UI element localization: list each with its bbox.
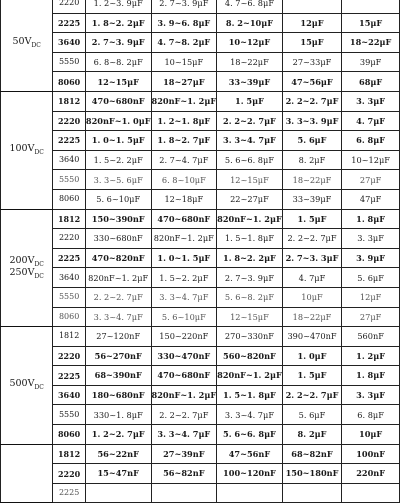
table-row	[1, 150, 400, 170]
table-row	[1, 327, 400, 347]
table-row	[1, 307, 400, 327]
voltage-subscript: DC	[34, 272, 44, 280]
voltage-value: 250V	[9, 266, 35, 278]
table-row	[1, 33, 400, 53]
capacitance-range-cell: 10~15μF	[151, 52, 217, 72]
capacitance-range-cell: 220nF	[342, 464, 400, 484]
capacitance-range-cell: 5. 6~8. 2μF	[217, 287, 283, 307]
table-row	[1, 483, 400, 503]
table-row	[1, 229, 400, 249]
capacitance-range-cell: 1. 0~1. 5μF	[151, 248, 217, 268]
case-size-cell: 2220	[53, 111, 86, 131]
capacitance-range-cell	[151, 483, 217, 503]
capacitance-range-cell: 1. 8~2. 7μF	[151, 131, 217, 151]
voltage-subscript: DC	[34, 149, 44, 157]
table-row	[1, 111, 400, 131]
case-size-cell: 2220	[53, 229, 86, 249]
capacitance-range-cell: 12~18μF	[151, 189, 217, 209]
table-row	[1, 346, 400, 366]
case-size-cell: 1812	[53, 444, 86, 464]
voltage-label	[1, 144, 52, 156]
capacitance-range-cell: 1. 2μF	[342, 346, 400, 366]
case-size-cell: 2225	[53, 366, 86, 386]
capacitance-range-cell: 1. 5~2. 2μF	[85, 150, 151, 170]
capacitance-range-cell: 15μF	[342, 13, 400, 33]
capacitance-range-cell: 4. 7μF	[282, 268, 341, 288]
case-size-cell: 5550	[53, 52, 86, 72]
capacitance-range-cell: 180~680nF	[85, 385, 151, 405]
capacitance-range-cell: 1. 8μF	[342, 366, 400, 386]
case-size-cell: 3640	[53, 150, 86, 170]
capacitance-range-cell: 5. 6~10μF	[151, 307, 217, 327]
capacitance-range-cell: 1. 2~2. 7μF	[85, 425, 151, 445]
capacitance-range-cell: 1. 2~3. 9μF	[85, 0, 151, 13]
capacitance-range-cell: 15μF	[282, 33, 341, 53]
capacitance-range-cell: 2. 2~2. 7μF	[282, 91, 341, 111]
capacitance-range-cell: 18~22μF	[282, 170, 341, 190]
capacitance-range-cell: 5. 6~6. 8μF	[217, 425, 283, 445]
capacitance-range-cell: 3. 3~5. 6μF	[85, 170, 151, 190]
capacitance-range-cell: 820nF~1. 0μF	[85, 111, 151, 131]
capacitance-range-cell: 1. 5μF	[282, 209, 341, 229]
capacitance-range-cell: 100nF	[342, 444, 400, 464]
capacitance-range-cell: 150~220nF	[151, 327, 217, 347]
capacitance-range-cell: 3. 3μF	[342, 91, 400, 111]
case-size-cell: 2220	[53, 0, 86, 13]
capacitance-range-cell: 39μF	[342, 52, 400, 72]
capacitance-range-cell: 5. 6~6. 8μF	[217, 150, 283, 170]
capacitance-range-cell: 27~39nF	[151, 444, 217, 464]
table-row	[1, 91, 400, 111]
capacitance-range-cell: 100~120nF	[217, 464, 283, 484]
capacitance-range-cell: 820nF~1. 2μF	[151, 229, 217, 249]
capacitance-range-cell: 22~27μF	[217, 189, 283, 209]
capacitance-range-cell: 820nF~1. 2μF	[151, 91, 217, 111]
capacitance-range-cell: 470~820nF	[85, 248, 151, 268]
capacitance-range-cell: 3. 3~4. 7μF	[151, 425, 217, 445]
capacitance-range-cell: 27~33μF	[282, 52, 341, 72]
capacitance-range-cell: 6. 8μF	[342, 131, 400, 151]
table-row	[1, 13, 400, 33]
capacitance-range-cell: 270~330nF	[217, 327, 283, 347]
capacitance-range-cell: 8. 2μF	[282, 425, 341, 445]
capacitance-range-cell: 560nF	[342, 327, 400, 347]
capacitance-range-cell: 3. 9μF	[342, 248, 400, 268]
capacitance-range-cell: 470~680nF	[151, 366, 217, 386]
case-size-cell: 8060	[53, 307, 86, 327]
case-size-cell: 8060	[53, 425, 86, 445]
table-row	[1, 0, 400, 13]
capacitance-range-cell: 8. 2μF	[282, 150, 341, 170]
voltage-value: 200V	[9, 254, 35, 266]
case-size-cell: 1812	[53, 327, 86, 347]
capacitance-range-cell: 68~390nF	[85, 366, 151, 386]
capacitance-range-cell: 68μF	[342, 72, 400, 92]
capacitance-range-cell: 10~12μF	[217, 33, 283, 53]
capacitance-range-cell: 18~22μF	[217, 52, 283, 72]
capacitance-range-cell: 560~820nF	[217, 346, 283, 366]
capacitance-range-cell: 390~470nF	[282, 327, 341, 347]
table-row	[1, 131, 400, 151]
case-size-cell: 1812	[53, 91, 86, 111]
table-row	[1, 366, 400, 386]
capacitance-range-cell: 1. 2~1. 8μF	[151, 111, 217, 131]
capacitance-range-cell: 2. 7~3. 3μF	[282, 248, 341, 268]
capacitance-range-cell: 12~15μF	[85, 72, 151, 92]
capacitance-range-cell: 2. 2~2. 7μF	[217, 111, 283, 131]
table-row	[1, 72, 400, 92]
capacitance-range-cell: 6. 8~8. 2μF	[85, 52, 151, 72]
case-size-cell: 3640	[53, 268, 86, 288]
capacitance-range-cell: 3. 9~6. 8μF	[151, 13, 217, 33]
voltage-label	[1, 268, 52, 280]
capacitance-range-cell: 18~22μF	[282, 307, 341, 327]
capacitance-range-cell: 12~15μF	[217, 170, 283, 190]
capacitance-range-cell: 5. 6~10μF	[85, 189, 151, 209]
capacitance-range-cell: 1. 5μF	[282, 366, 341, 386]
capacitance-range-cell: 47μF	[342, 189, 400, 209]
capacitance-range-cell: 1. 5~2. 2μF	[151, 268, 217, 288]
case-size-cell: 5550	[53, 287, 86, 307]
capacitance-range-cell: 12~15μF	[217, 307, 283, 327]
capacitance-range-cell: 820nF~1. 2μF	[151, 385, 217, 405]
voltage-rating-cell	[1, 0, 53, 91]
voltage-subscript: DC	[34, 384, 44, 392]
capacitance-range-cell: 15~47nF	[85, 464, 151, 484]
table-row	[1, 464, 400, 484]
case-size-cell: 2225	[53, 131, 86, 151]
capacitance-range-cell	[282, 483, 341, 503]
capacitance-range-cell: 6. 8μF	[342, 405, 400, 425]
capacitance-range-cell	[217, 483, 283, 503]
capacitance-range-cell: 820nF~1. 2μF	[85, 268, 151, 288]
capacitance-range-cell	[282, 0, 341, 13]
capacitance-range-cell: 27~120nF	[85, 327, 151, 347]
capacitance-range-cell: 2. 2~2. 7μF	[85, 287, 151, 307]
capacitance-range-cell: 47~56μF	[282, 72, 341, 92]
capacitance-range-cell	[342, 483, 400, 503]
capacitance-range-cell: 1. 0~1. 5μF	[85, 131, 151, 151]
voltage-subscript: DC	[34, 260, 44, 268]
table-row	[1, 425, 400, 445]
table-row	[1, 248, 400, 268]
voltage-value: 100V	[9, 143, 35, 155]
capacitance-range-cell: 3. 3~3. 9μF	[282, 111, 341, 131]
table-row	[1, 209, 400, 229]
table-row	[1, 444, 400, 464]
capacitance-range-cell: 33~39μF	[282, 189, 341, 209]
capacitance-range-cell: 2. 7~3. 9μF	[217, 268, 283, 288]
case-size-cell: 2220	[53, 346, 86, 366]
capacitance-range-cell: 5. 6μF	[282, 131, 341, 151]
capacitance-range-cell: 47~56nF	[217, 444, 283, 464]
capacitance-range-cell: 2. 2~2. 7μF	[282, 229, 341, 249]
table-row	[1, 268, 400, 288]
capacitance-range-cell: 3. 3~4. 7μF	[85, 307, 151, 327]
case-size-cell: 5550	[53, 405, 86, 425]
table-row	[1, 52, 400, 72]
capacitance-range-cell: 2. 7~3. 9μF	[85, 33, 151, 53]
voltage-rating-cell	[1, 91, 53, 209]
voltage-value: 50V	[12, 35, 32, 47]
table-body	[1, 0, 400, 503]
capacitance-range-cell: 1. 5~1. 8μF	[217, 229, 283, 249]
capacitance-range-cell: 1. 8μF	[342, 209, 400, 229]
capacitance-range-cell: 56~270nF	[85, 346, 151, 366]
table-row	[1, 287, 400, 307]
capacitance-range-cell: 10~12μF	[342, 150, 400, 170]
voltage-rating-cell	[1, 209, 53, 327]
capacitance-range-cell: 330~680nF	[85, 229, 151, 249]
capacitance-range-cell: 330~470nF	[151, 346, 217, 366]
table-row	[1, 189, 400, 209]
capacitance-range-cell	[342, 0, 400, 13]
capacitance-range-cell: 820nF~1. 2μF	[217, 209, 283, 229]
case-size-cell: 2220	[53, 464, 86, 484]
capacitance-range-cell: 56~22nF	[85, 444, 151, 464]
capacitance-range-cell: 27μF	[342, 307, 400, 327]
case-size-cell: 1812	[53, 209, 86, 229]
capacitance-range-cell: 18~27μF	[151, 72, 217, 92]
capacitance-range-cell: 12μF	[282, 13, 341, 33]
voltage-label	[1, 37, 52, 49]
capacitance-range-cell: 27μF	[342, 170, 400, 190]
capacitance-range-cell: 4. 7~6. 8μF	[217, 0, 283, 13]
capacitance-range-cell: 150~180nF	[282, 464, 341, 484]
case-size-cell: 2225	[53, 483, 86, 503]
case-size-cell: 8060	[53, 189, 86, 209]
table-row	[1, 385, 400, 405]
capacitance-range-cell: 1. 5~1. 8μF	[217, 385, 283, 405]
capacitance-range-cell: 68~82nF	[282, 444, 341, 464]
case-size-cell: 3640	[53, 33, 86, 53]
capacitance-range-cell: 12μF	[342, 287, 400, 307]
capacitance-range-cell: 3. 3~4. 7μF	[217, 131, 283, 151]
case-size-cell: 2225	[53, 248, 86, 268]
capacitance-range-cell: 5. 6μF	[342, 268, 400, 288]
voltage-rating-cell	[1, 327, 53, 445]
capacitance-range-cell: 470~680nF	[151, 209, 217, 229]
case-size-cell: 8060	[53, 72, 86, 92]
capacitance-range-cell: 4. 7~8. 2μF	[151, 33, 217, 53]
capacitance-range-cell: 1. 5μF	[217, 91, 283, 111]
capacitance-range-cell: 1. 8~2. 2μF	[217, 248, 283, 268]
capacitance-range-cell: 18~22μF	[342, 33, 400, 53]
voltage-value: 500V	[9, 378, 35, 390]
capacitance-range-cell: 3. 3~4. 7μF	[217, 405, 283, 425]
capacitance-range-cell: 2. 2~2. 7μF	[282, 385, 341, 405]
capacitance-range-cell: 10μF	[282, 287, 341, 307]
capacitance-range-cell: 3. 3μF	[342, 385, 400, 405]
capacitance-range-cell: 3. 3~4. 7μF	[151, 287, 217, 307]
capacitance-range-cell: 2. 7~3. 9μF	[151, 0, 217, 13]
voltage-rating-cell	[1, 444, 53, 503]
capacitance-range-cell: 150~390nF	[85, 209, 151, 229]
voltage-label	[1, 379, 52, 391]
table-row	[1, 170, 400, 190]
capacitance-range-cell: 1. 0μF	[282, 346, 341, 366]
capacitance-range-cell: 1. 8~2. 2μF	[85, 13, 151, 33]
case-size-cell: 2225	[53, 13, 86, 33]
capacitance-range-cell: 4. 7μF	[342, 111, 400, 131]
capacitance-range-cell: 2. 2~2. 7μF	[151, 405, 217, 425]
capacitance-range-cell: 5. 6μF	[282, 405, 341, 425]
capacitance-range-cell: 3. 3μF	[342, 229, 400, 249]
capacitance-range-cell: 2. 7~4. 7μF	[151, 150, 217, 170]
capacitance-range-cell: 33~39μF	[217, 72, 283, 92]
capacitance-range-cell	[85, 483, 151, 503]
capacitance-range-cell: 56~82nF	[151, 464, 217, 484]
capacitance-range-cell: 470~680nF	[85, 91, 151, 111]
case-size-cell: 5550	[53, 170, 86, 190]
capacitance-range-cell: 820nF~1. 2μF	[217, 366, 283, 386]
table-row	[1, 405, 400, 425]
case-size-cell: 3640	[53, 385, 86, 405]
voltage-subscript: DC	[31, 41, 41, 49]
capacitance-range-cell: 330~1. 8μF	[85, 405, 151, 425]
capacitance-range-cell: 6. 8~10μF	[151, 170, 217, 190]
capacitance-range-cell: 8. 2~10μF	[217, 13, 283, 33]
capacitance-range-cell: 10μF	[342, 425, 400, 445]
